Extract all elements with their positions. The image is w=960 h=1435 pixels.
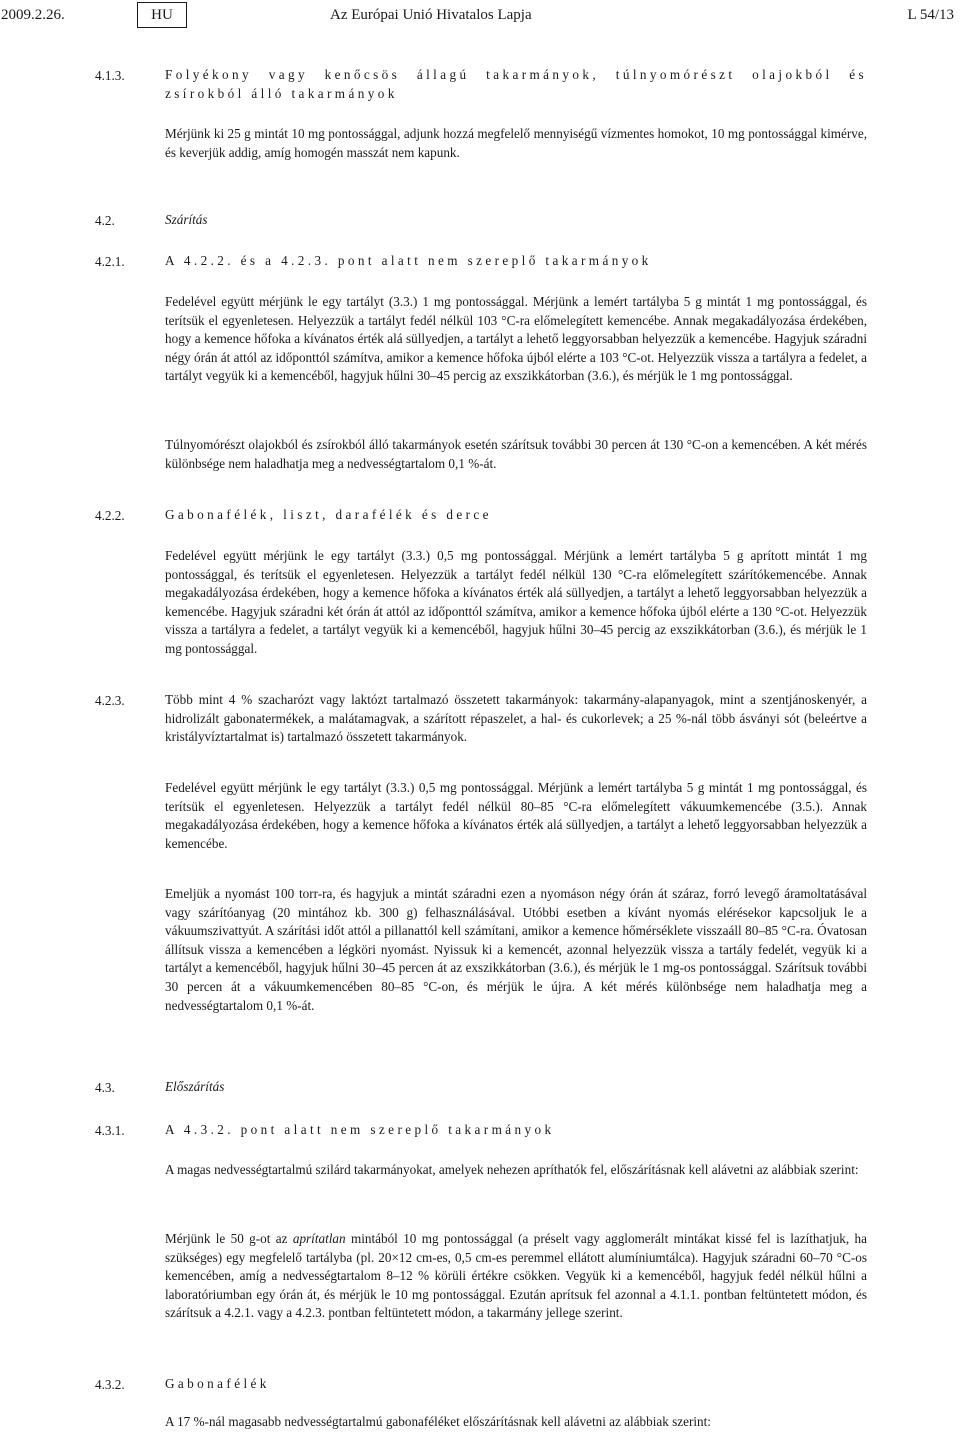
- header-page-number: L 54/13: [907, 7, 954, 23]
- header-journal-title: Az Európai Unió Hivatalos Lapja: [330, 7, 532, 23]
- paragraph-4-3-1-2-rest: mintából 10 mg pontossággal (a préselt vagy agglomerált mintákat kissé fel is lazíthatjuk, ha szükséges) egy megfelelő tartályba (pl. 20×12 cm-es, 0,5 cm-es peremmel ellátott alumíniumtálca). Hagyjuk száradni 60–70 °C-os kemencében, amíg a nedvességtartalom 8–12 % körüli értékre csökken. Vegyük ki a kemencéből, hagyjuk fedél nélkül hűlni a laboratóriumban egy órán át, és mérjük le 10 mg pontossággal. Ezután aprítsuk fel azonnal a 4.1.1. pontban feltüntetett módon, és szárítsuk a 4.2.1. vagy a 4.2.3. pontban feltüntetett módon, a takarmány jellege szerint.: [165, 1231, 867, 1321]
- paragraph-4-2-1-2: Túlnyomórészt olajokból és zsírokból álló takarmányok esetén szárítsuk további 30 percen át 130 °C-on a kemencében. A két mérés különbsége nem haladhatja meg a nedvességtartalom 0,1 %-át.: [165, 437, 867, 471]
- section-title-4-3-1: A 4.3.2. pont alatt nem szereplő takarmányok: [165, 1122, 555, 1137]
- section-number-4-1-3: 4.1.3.: [95, 68, 125, 83]
- paragraph-4-2-2-1: Fedelével együtt mérjünk le egy tartályt (3.3.) 0,5 mg pontossággal. Mérjünk a lemért tartályba 5 g aprított mintát 1 mg pontossággal, és terítsük el egyenletesen. Helyezzük a tartályt fedél nélkül 130 °C-ra előmelegített szárítókemencébe. Annak megakadályozása érdekében, hogy a kemence hőfoka a kívánatos érték alá süllyedjen, a tartályt a lehető leggyorsabban helyezzük a kemencébe. Hagyjuk száradni két órán át attól az időponttól számítva, amikor a kemence hőfoka újból elérte a 130 °C-ot. Helyezzük vissza a tartályra a fedelet, a tartályt vegyük ki a kemencéből, hagyjuk hűlni 30–45 percig az exszikkátorban (3.6.), és mérjük le 1 mg pontossággal.: [165, 548, 867, 656]
- section-number-4-2-1: 4.2.1.: [95, 254, 125, 269]
- paragraph-4-3-1-1: A magas nedvességtartalmú szilárd takarmányokat, amelyek nehezen apríthatók fel, előszárításnak kell alávetni az alábbiak szerint:: [165, 1162, 859, 1177]
- section-number-4-3: 4.3.: [95, 1080, 115, 1095]
- section-number-4-2-2: 4.2.2.: [95, 508, 125, 523]
- paragraph-4-2-3-3: Emeljük a nyomást 100 torr-ra, és hagyjuk a mintát száradni ezen a nyomáson négy órán át száraz, forró levegő áramoltatásával vagy szárítóanyag (20 mintához kb. 300 g) felhasználásával. Utóbbi esetben a kívánt nyomás elérésekor kapcsoljuk le a vákuumszivattyút. A szárítási időt attól a pillanattól kell számítani, amikor a kemence hőmérséklete visszaáll 80–85 °C-ra. Óvatosan állítsuk vissza a kemencében a légköri nyomást. Nyissuk ki a kemencét, azonnal helyezzük vissza a tartály fedelét, vegyük ki a tartályt a kemencéből, hagyjuk hűlni 30–45 percen át az exszikkátorban (3.6.), és mérjük le 1 mg-os pontossággal. Szárítsuk további 30 percen át a vákuumkemencében 80–85 °C-on, és mérjük le újra. A két mérés különbsége nem haladhatja meg a nedvességtartalom 0,1 %-át.: [165, 886, 867, 1013]
- paragraph-4-2-3-2: Fedelével együtt mérjünk le egy tartályt (3.3.) 0,5 mg pontossággal. Mérjünk a lemért tartályba 5 g mintát 1 mg pontossággal, és terítsük el egyenletesen. Helyezzük a tartályt fedél nélkül 80–85 °C-ra előmelegített vákuumkemencébe (3.5.). Annak megakadályozása érdekében, hogy a kemence hőfoka a kívánatos érték alá süllyedjen, a tartályt a lehető leggyorsabban helyezzük a kemencébe.: [165, 780, 867, 851]
- paragraph-4-3-2-1: A 17 %-nál magasabb nedvességtartalmú gabonaféléket előszárításnak kell alávetni az alábbiak szerint:: [165, 1414, 711, 1429]
- paragraph-4-1-3-1: Mérjünk ki 25 g mintát 10 mg pontossággal, adjunk hozzá megfelelő mennyiségű vízmentes homokot, 10 mg pontossággal kimérve, és keverjük addig, amíg homogén masszát nem kapunk.: [165, 126, 867, 160]
- section-number-4-2: 4.2.: [95, 213, 115, 228]
- section-title-4-1-3: Folyékony vagy kenőcsös állagú takarmányok, túlnyomórészt olajokból és zsírokból álló takarmányok: [165, 67, 867, 101]
- emphasis-aprítatlan: aprítatlan: [292, 1231, 346, 1246]
- paragraph-4-3-1-2-start: Mérjünk le 50 g-ot az: [165, 1231, 293, 1246]
- paragraph-4-3-1-2: [165, 1230, 867, 1323]
- header-language-box: HU: [137, 2, 187, 28]
- section-title-4-2: Szárítás: [165, 212, 208, 227]
- section-number-4-2-3: 4.2.3.: [95, 693, 125, 708]
- section-title-4-2-2: Gabonafélék, liszt, darafélék és derce: [165, 507, 492, 522]
- section-title-4-3-2: Gabonafélék: [165, 1376, 270, 1391]
- section-number-4-3-1: 4.3.1.: [95, 1123, 125, 1138]
- section-title-4-2-1: A 4.2.2. és a 4.2.3. pont alatt nem szereplő takarmányok: [165, 253, 652, 268]
- paragraph-4-2-3-1: Több mint 4 % szacharózt vagy laktózt tartalmazó összetett takarmányok: takarmány-alapanyagok, mint a szentjánoskenyér, a hidrolizált gabonatermékek, a malátamagvak, a szárított répaszelet, a hal- és cukorlevek; a 25 %-nál több ásványi sót (beleértve a kristályvíztartalmat is) tartalmazó összetett takarmányok.: [165, 692, 867, 745]
- page-header: [0, 0, 960, 32]
- header-date: 2009.2.26.: [1, 7, 65, 23]
- section-title-4-3: Előszárítás: [165, 1079, 225, 1094]
- section-number-4-3-2: 4.3.2.: [95, 1377, 125, 1392]
- paragraph-4-2-1-1: Fedelével együtt mérjünk le egy tartályt (3.3.) 1 mg pontossággal. Mérjünk a lemért tartályba 5 g mintát 1 mg pontossággal, és terítsük el egyenletesen. Helyezzük a tartályt fedél nélkül 103 °C-ra előmelegített kemencébe. Annak megakadályozása érdekében, hogy a kemence hőfoka a kívánatos érték alá süllyedjen, a tartályt a lehető leggyorsabban helyezzük a kemencébe. Hagyjuk száradni négy órán át attól az időponttól számítva, amikor a kemence hőfoka újból elérte a 103 °C-ot. Helyezzük vissza a tartályra a fedelet, a tartályt vegyük ki a kemencéből, hagyjuk hűlni 30–45 percig az exszikkátorban (3.6.), és mérjük le 1 mg pontossággal.: [165, 294, 867, 384]
